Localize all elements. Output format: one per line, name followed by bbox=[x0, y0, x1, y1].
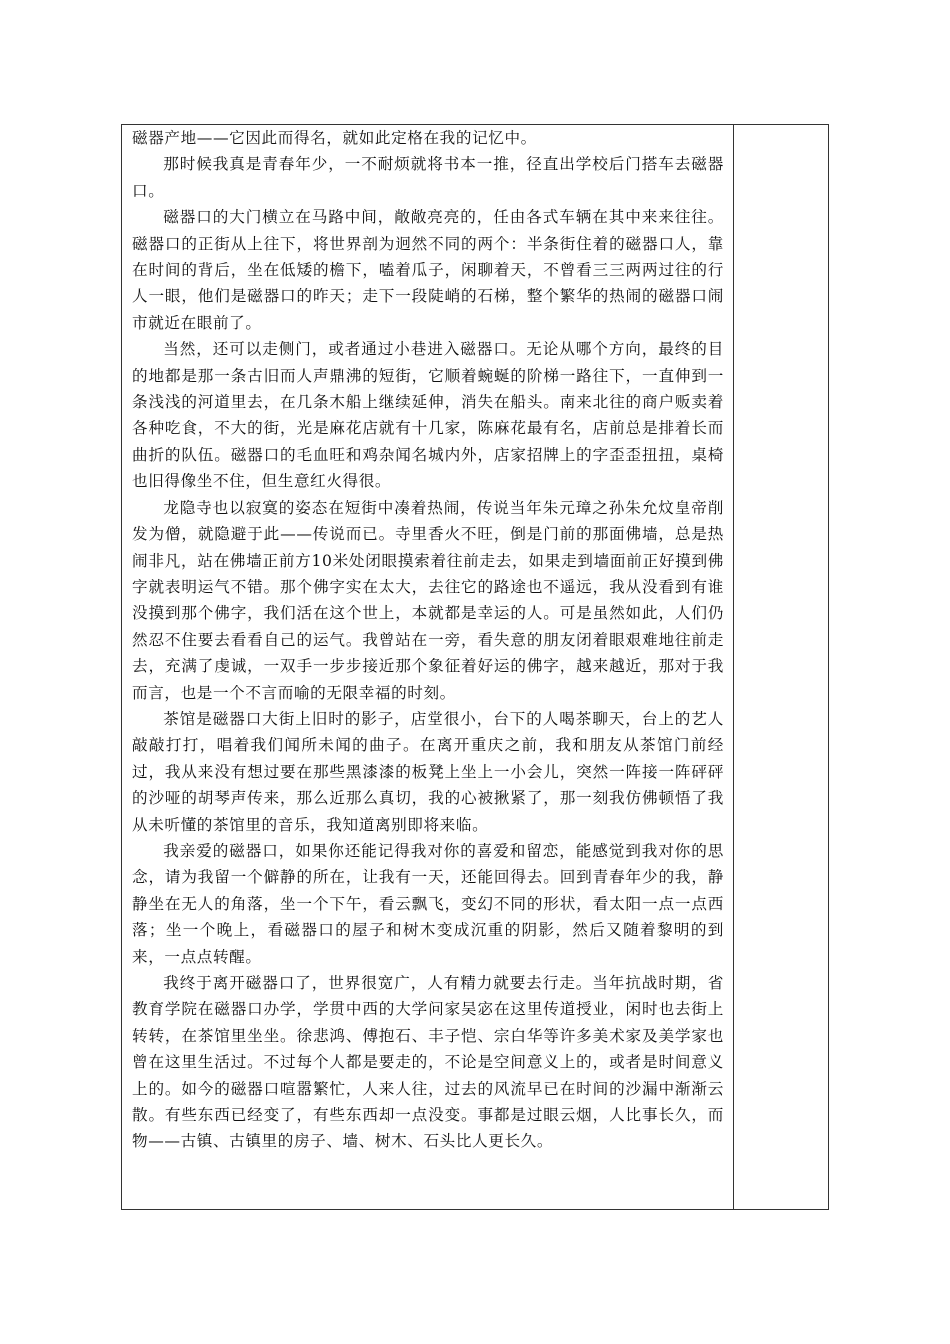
paragraph: 茶馆是磁器口大街上旧时的影子，店堂很小，台下的人喝茶聊天，台上的艺人敲敲打打，唱着我们闻所未闻的曲子。在离开重庆之前，我和朋友从茶馆门前经过，我从来没有想过要在那些黑漆漆的板凳上坐上一小会儿，突然一阵接一阵砰砰的沙哑的胡琴声传来，那么近那么真切，我的心被揪紧了，那一刻我仿佛顿悟了我从未听懂的茶馆里的音乐，我知道离别即将来临。 bbox=[132, 709, 724, 834]
paragraph: 当然，还可以走侧门，或者通过小巷进入磁器口。无论从哪个方向，最终的目的地都是那一条古旧而人声鼎沸的短街，它顺着蜿蜒的阶梯一路往下，一直伸到一条浅浅的河道里去，在几条木船上继续延伸，消失在船头。南来北往的商户贩卖着各种吃食，不大的街，光是麻花店就有十几家，陈麻花最有名，店前总是排着长而曲折的队伍。磁器口的毛血旺和鸡杂闻名城内外，店家招牌上的字歪歪扭扭，桌椅也旧得像坐不住，但生意红火得很。 bbox=[132, 340, 724, 491]
document-table bbox=[121, 124, 829, 1210]
paragraph: 我终于离开磁器口了，世界很宽广，人有精力就要去行走。当年抗战时期，省教育学院在磁器口办学，学贯中西的大学问家吴宓在这里传道授业，闲时也去街上转转，在茶馆里坐坐。徐悲鸿、傅抱石、丰子恺、宗白华等许多美术家及美学家也曾在这里生活过。不过每个人都是要走的，不论是空间意义上的，或者是时间意义上的。如今的磁器口喧嚣繁忙，人来人往，过去的风流早已在时间的沙漏中渐渐云散。有些东西已经变了，有些东西却一点没变。事都是过眼云烟，人比事长久，而物——古镇、古镇里的房子、墙、树木、石头比人更长久。 bbox=[132, 974, 724, 1151]
paragraph: 磁器口的大门横立在马路中间，敞敞亮亮的，任由各式车辆在其中来来往往。磁器口的正街从上往下，将世界剖为迥然不同的两个：半条街住着的磁器口人，靠在时间的背后，坐在低矮的檐下，嗑着瓜子，闲聊着天，不曾看三三两两过往的行人一眼，他们是磁器口的昨天；走下一段陡峭的石梯，整个繁华的热闹的磁器口闹市就近在眼前了。 bbox=[132, 208, 724, 332]
paragraph: 龙隐寺也以寂寞的姿态在短街中凑着热闹，传说当年朱元璋之孙朱允炆皇帝削发为僧，就隐避于此——传说而已。寺里香火不旺，倒是门前的那面佛墙，总是热闹非凡，站在佛墙正前方10米处闭眼摸索着往前走去，如果走到墙面前正好摸到佛字就表明运气不错。那个佛字实在太大，去往它的路途也不遥远，我从没看到有谁没摸到那个佛字，我们活在这个世上，本就都是幸运的人。可是虽然如此，人们仍然忍不住要去看看自己的运气。我曾站在一旁，看失意的朋友闭着眼艰难地往前走去，充满了虔诚，一双手一步步接近那个象征着好运的佛字，越来越近，那对于我而言，也是一个不言而喻的无限幸福的时刻。 bbox=[132, 498, 724, 702]
notes-cell bbox=[734, 125, 828, 1209]
paragraph: 那时候我真是青春年少，一不耐烦就将书本一推，径直出学校后门搭车去磁器口。 bbox=[132, 155, 724, 200]
paragraph: 我亲爱的磁器口，如果你还能记得我对你的喜爱和留恋，能感觉到我对你的思念，请为我留一个僻静的所在，让我有一天，还能回得去。回到青春年少的我，静静坐在无人的角落，坐一个下午，看云飘飞，变幻不同的形状，看太阳一点一点西落；坐一个晚上，看磁器口的屋子和树木变成沉重的阴影，然后又随着黎明的到来，一点点转醒。 bbox=[132, 841, 724, 966]
article-cell bbox=[122, 125, 734, 1209]
paragraph: 磁器产地——它因此而得名，就如此定格在我的记忆中。 bbox=[132, 129, 537, 147]
